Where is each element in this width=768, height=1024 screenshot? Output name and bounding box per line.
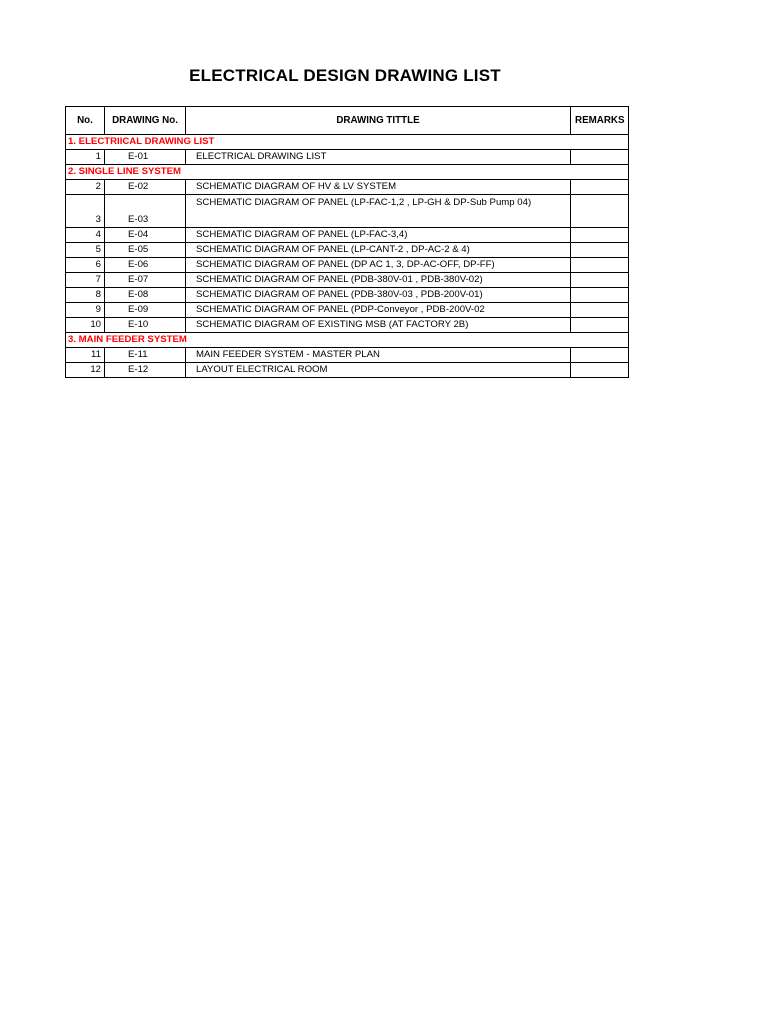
- cell-no: 5: [66, 243, 105, 258]
- table-row: [66, 228, 629, 243]
- cell-drawing-title: SCHEMATIC DIAGRAM OF PANEL (PDP-Conveyor , PDB-200V-02: [186, 303, 571, 318]
- cell-remarks: [571, 228, 629, 243]
- cell-remarks: [571, 288, 629, 303]
- section-label: 3. MAIN FEEDER SYSTEM: [66, 333, 629, 348]
- header-remarks: REMARKS: [571, 107, 629, 135]
- cell-remarks: [571, 303, 629, 318]
- table-row: [66, 318, 629, 333]
- cell-no: 12: [66, 363, 105, 378]
- cell-drawing-title: ELECTRICAL DRAWING LIST: [186, 150, 571, 165]
- table-row: [66, 180, 629, 195]
- cell-no: 8: [66, 288, 105, 303]
- cell-drawing-title: LAYOUT ELECTRICAL ROOM: [186, 363, 571, 378]
- header-row: [66, 107, 629, 135]
- cell-no: 11: [66, 348, 105, 363]
- cell-remarks: [571, 180, 629, 195]
- cell-drawing-no: E-12: [105, 363, 186, 378]
- cell-drawing-title: SCHEMATIC DIAGRAM OF PANEL (DP AC 1, 3, DP-AC-OFF, DP-FF): [186, 258, 571, 273]
- cell-drawing-no: E-11: [105, 348, 186, 363]
- table-row: [66, 258, 629, 273]
- cell-drawing-no: E-05: [105, 243, 186, 258]
- table-row: [66, 348, 629, 363]
- cell-drawing-no: E-04: [105, 228, 186, 243]
- header-no: No.: [66, 107, 105, 135]
- cell-no: 3: [66, 195, 105, 228]
- cell-remarks: [571, 150, 629, 165]
- table-row: [66, 303, 629, 318]
- table-row: [66, 195, 629, 228]
- cell-drawing-no: E-07: [105, 273, 186, 288]
- cell-no: 10: [66, 318, 105, 333]
- drawing-list-table: [65, 106, 629, 378]
- cell-no: 2: [66, 180, 105, 195]
- cell-remarks: [571, 363, 629, 378]
- table-row: [66, 150, 629, 165]
- table-row: [66, 288, 629, 303]
- table-row: [66, 243, 629, 258]
- cell-drawing-no: E-06: [105, 258, 186, 273]
- section-row-main-feeder-system: [66, 333, 629, 348]
- cell-drawing-title: SCHEMATIC DIAGRAM OF PANEL (PDB-380V-01 , PDB-380V-02): [186, 273, 571, 288]
- cell-drawing-no: E-10: [105, 318, 186, 333]
- cell-drawing-title: SCHEMATIC DIAGRAM OF EXISTING MSB (AT FACTORY 2B): [186, 318, 571, 333]
- cell-no: 4: [66, 228, 105, 243]
- cell-no: 1: [66, 150, 105, 165]
- cell-drawing-title: SCHEMATIC DIAGRAM OF PANEL (LP-FAC-3,4): [186, 228, 571, 243]
- section-label: 1. ELECTRIICAL DRAWING LIST: [66, 135, 629, 150]
- section-label: 2. SINGLE LINE SYSTEM: [66, 165, 629, 180]
- cell-remarks: [571, 243, 629, 258]
- cell-drawing-title: SCHEMATIC DIAGRAM OF PANEL (LP-FAC-1,2 , LP-GH & DP-Sub Pump 04): [186, 195, 571, 228]
- cell-drawing-no: E-08: [105, 288, 186, 303]
- cell-remarks: [571, 195, 629, 228]
- document-title: ELECTRICAL DESIGN DRAWING LIST: [189, 66, 501, 85]
- cell-remarks: [571, 348, 629, 363]
- table-row: [66, 363, 629, 378]
- table-row: [66, 273, 629, 288]
- cell-remarks: [571, 258, 629, 273]
- cell-drawing-title: SCHEMATIC DIAGRAM OF HV & LV SYSTEM: [186, 180, 571, 195]
- cell-drawing-no: E-09: [105, 303, 186, 318]
- header-drawing-no: DRAWING No.: [105, 107, 186, 135]
- cell-drawing-no: E-02: [105, 180, 186, 195]
- header-drawing-title: DRAWING TITTLE: [186, 107, 571, 135]
- cell-drawing-title: MAIN FEEDER SYSTEM - MASTER PLAN: [186, 348, 571, 363]
- section-row-electrical-drawing-list: [66, 135, 629, 150]
- cell-drawing-no: E-01: [105, 150, 186, 165]
- cell-no: 7: [66, 273, 105, 288]
- cell-remarks: [571, 273, 629, 288]
- cell-remarks: [571, 318, 629, 333]
- cell-drawing-no: E-03: [105, 195, 186, 228]
- section-row-single-line-system: [66, 165, 629, 180]
- cell-no: 6: [66, 258, 105, 273]
- cell-drawing-title: SCHEMATIC DIAGRAM OF PANEL (LP-CANT-2 , DP-AC-2 & 4): [186, 243, 571, 258]
- cell-drawing-title: SCHEMATIC DIAGRAM OF PANEL (PDB-380V-03 , PDB-200V-01): [186, 288, 571, 303]
- cell-no: 9: [66, 303, 105, 318]
